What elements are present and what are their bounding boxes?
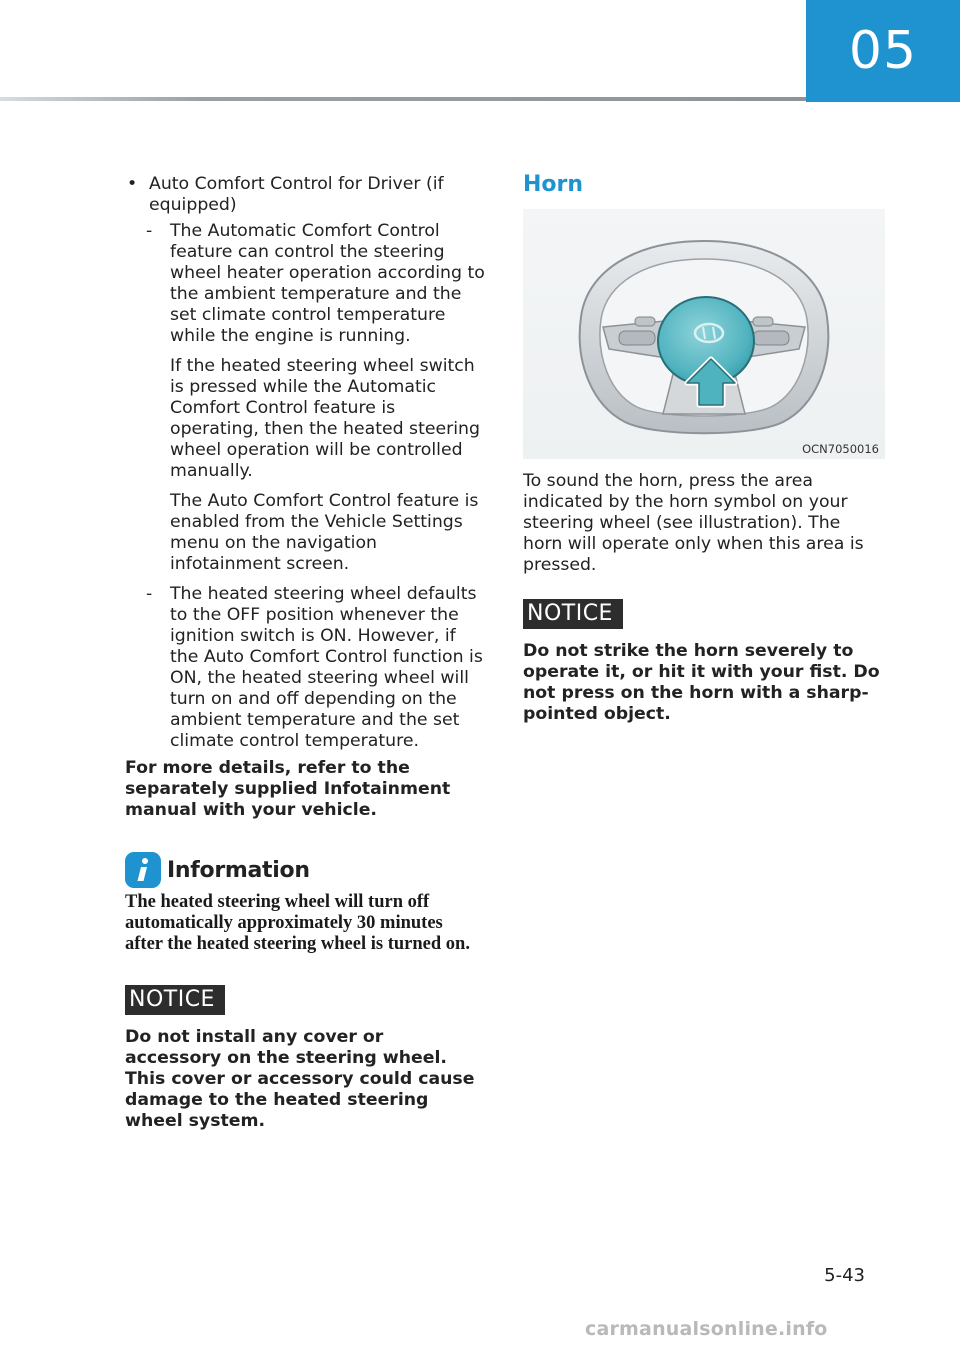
notice-block-right xyxy=(523,599,885,725)
bullet-item xyxy=(125,174,485,216)
notice-badge: NOTICE xyxy=(125,985,225,1015)
section-title-horn: Horn xyxy=(523,172,584,197)
info-icon xyxy=(125,852,161,888)
information-title: Information xyxy=(167,857,310,883)
dash-item-1 xyxy=(125,221,485,347)
information-heading xyxy=(125,852,485,888)
dash-mark: - xyxy=(146,584,153,604)
page-number: 5-43 xyxy=(824,1265,865,1286)
horn-paragraph: To sound the horn, press the area indicated by the horn symbol on your steering wheel (see illustration). The horn will operate only when this area is pressed. xyxy=(523,471,864,575)
dash-item-1-para-3: The Auto Comfort Control feature is enabled from the Vehicle Settings menu on the navigation infotainment screen. xyxy=(170,491,479,574)
details-paragraph: For more details, refer to the separately supplied Infotainment manual with your vehicle. xyxy=(125,758,451,820)
dash-item-1-para-2: If the heated steering wheel switch is pressed while the Automatic Comfort Control feature is operating, then the heated steering wheel operation will be controlled manually. xyxy=(170,356,480,481)
dash-item-2 xyxy=(125,584,485,752)
bullet-mark: • xyxy=(127,174,138,194)
bullet-text: Auto Comfort Control for Driver (if equipped) xyxy=(149,174,444,215)
notice-text: Do not strike the horn severely to operate it, or hit it with your fist. Do not press on the horn with a sharp-pointed object. xyxy=(523,641,880,724)
header-rule xyxy=(0,97,806,101)
notice-text: Do not install any cover or accessory on the steering wheel. This cover or accessory could cause damage to the heated steering wheel system. xyxy=(125,1027,475,1131)
steering-wheel-figure xyxy=(523,209,885,459)
information-text: The heated steering wheel will turn off automatically approximately 30 minutes after the heated steering wheel is turned on. xyxy=(125,892,470,954)
notice-block-left xyxy=(125,985,485,1132)
chapter-tab xyxy=(806,0,960,102)
dash-text-2: The heated steering wheel defaults to the OFF position whenever the ignition switch is ON. However, if the Auto Comfort Control function is ON, the heated steering wheel will turn on and off depending on the ambient temperature and the set climate control temperature. xyxy=(170,584,483,751)
dash-text-1: The Automatic Comfort Control feature can control the steering wheel heater operation according to the ambient temperature and the set climate control temperature while the engine is running. xyxy=(170,221,485,346)
steering-wheel-illustration xyxy=(523,209,885,459)
watermark-link[interactable]: carmanualsonline.info xyxy=(585,1318,828,1340)
figure-caption: OCN7050016 xyxy=(802,442,879,456)
chapter-number: 05 xyxy=(848,21,918,81)
dash-mark: - xyxy=(146,221,153,241)
right-column xyxy=(523,170,885,725)
notice-badge: NOTICE xyxy=(523,599,623,629)
left-column xyxy=(125,174,485,1132)
